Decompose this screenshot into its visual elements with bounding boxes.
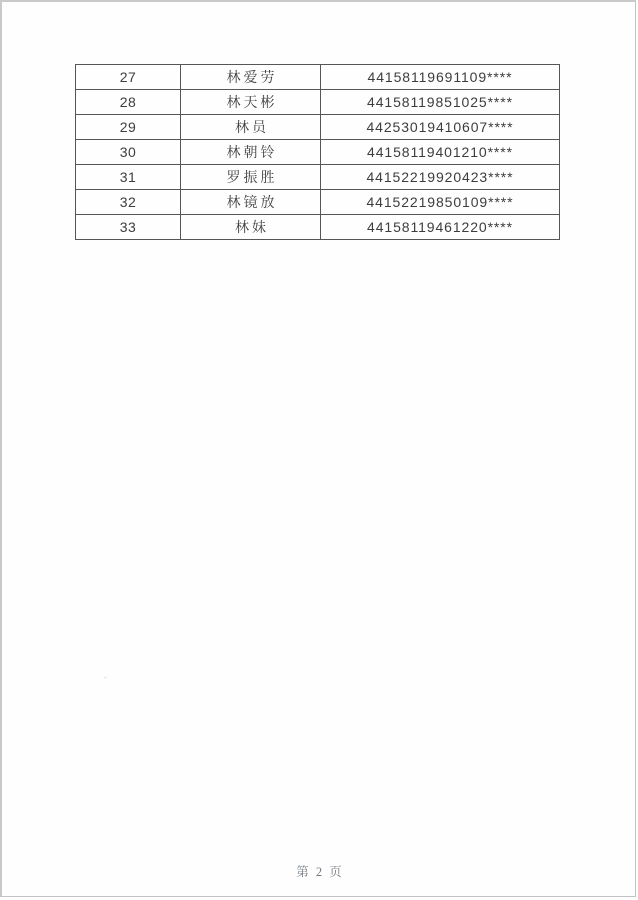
row-number-cell: 33 [76,215,181,240]
table-row [76,115,560,140]
name-cell: 林镜放 [181,190,321,215]
id-number-cell: 44158119461220**** [321,215,560,240]
id-number-cell: 44253019410607**** [321,115,560,140]
table-row [76,90,560,115]
name-cell: 林妹 [181,215,321,240]
name-cell: 林员 [181,115,321,140]
table-row [76,190,560,215]
page-number: 第 2 页 [296,865,344,879]
row-number-cell: 32 [76,190,181,215]
roster-table [75,64,560,240]
row-number-cell: 30 [76,140,181,165]
name-cell: 林天彬 [181,90,321,115]
id-number-cell: 44158119401210**** [321,140,560,165]
table-row [76,215,560,240]
row-number-cell: 28 [76,90,181,115]
id-number-cell: 44152219850109**** [321,190,560,215]
name-cell: 林爱劳 [181,65,321,90]
table-row [76,65,560,90]
table-row [76,165,560,190]
table-row [76,140,560,165]
scan-speck [104,676,107,679]
id-number-cell: 44152219920423**** [321,165,560,190]
id-number-cell: 44158119851025**** [321,90,560,115]
name-cell: 林朝铃 [181,140,321,165]
name-cell: 罗振胜 [181,165,321,190]
row-number-cell: 29 [76,115,181,140]
row-number-cell: 31 [76,165,181,190]
row-number-cell: 27 [76,65,181,90]
id-number-cell: 44158119691109**** [321,65,560,90]
